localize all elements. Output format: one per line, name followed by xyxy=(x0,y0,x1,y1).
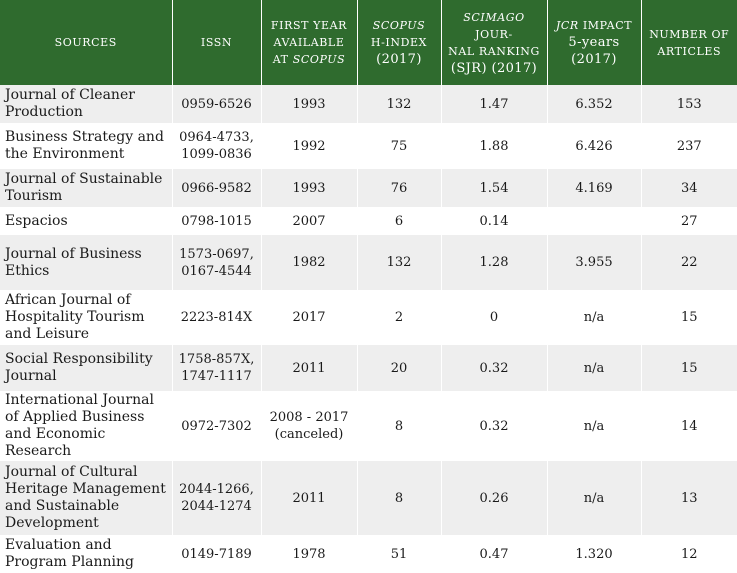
cell-first-year: 1992 xyxy=(261,123,357,169)
cell-source: African Journal of Hospitality Tourism and Leisure xyxy=(0,290,172,345)
header-sources: SOURCES xyxy=(0,0,172,85)
table-row xyxy=(0,235,737,290)
cell-issn: 1758-857X, 1747-1117 xyxy=(172,345,261,391)
cell-first-year: 1982 xyxy=(261,235,357,290)
cell-hindex: 8 xyxy=(357,391,441,461)
cell-source: Business Strategy and the Environment xyxy=(0,123,172,169)
cell-source: International Journal of Applied Business and Economic Research xyxy=(0,391,172,461)
header-row xyxy=(0,0,737,85)
cell-articles: 153 xyxy=(641,85,737,123)
cell-issn: 2044-1266, 2044-1274 xyxy=(172,461,261,535)
cell-issn: 0966-9582 xyxy=(172,169,261,207)
cell-source: Social Responsibility Journal xyxy=(0,345,172,391)
table-row xyxy=(0,345,737,391)
cell-jcr: 4.169 xyxy=(547,169,641,207)
cell-articles: 34 xyxy=(641,169,737,207)
table-row xyxy=(0,290,737,345)
table-row xyxy=(0,535,737,573)
cell-articles: 27 xyxy=(641,207,737,235)
cell-sjr: 1.47 xyxy=(441,85,547,123)
header-issn: ISSN xyxy=(172,0,261,85)
cell-hindex: 2 xyxy=(357,290,441,345)
cell-source: Evaluation and Program Planning xyxy=(0,535,172,573)
cell-source: Espacios xyxy=(0,207,172,235)
cell-jcr: n/a xyxy=(547,391,641,461)
cell-sjr: 0.32 xyxy=(441,345,547,391)
cell-hindex: 75 xyxy=(357,123,441,169)
cell-sjr: 0.47 xyxy=(441,535,547,573)
cell-first-year: 1993 xyxy=(261,169,357,207)
cell-first-year: 2007 xyxy=(261,207,357,235)
cell-articles: 14 xyxy=(641,391,737,461)
cell-jcr: 6.426 xyxy=(547,123,641,169)
cell-sjr: 0 xyxy=(441,290,547,345)
cell-hindex: 132 xyxy=(357,235,441,290)
cell-issn: 2223-814X xyxy=(172,290,261,345)
table-row xyxy=(0,85,737,123)
cell-sjr: 1.54 xyxy=(441,169,547,207)
header-hindex: SCOPUS H-INDEX (2017) xyxy=(357,0,441,85)
cell-source: Journal of Business Ethics xyxy=(0,235,172,290)
table-row xyxy=(0,461,737,535)
cell-issn: 1573-0697, 0167-4544 xyxy=(172,235,261,290)
cell-hindex: 51 xyxy=(357,535,441,573)
cell-first-year: 1978 xyxy=(261,535,357,573)
table-row xyxy=(0,391,737,461)
cell-sjr: 0.32 xyxy=(441,391,547,461)
table-row xyxy=(0,169,737,207)
header-sjr: SCIMAGO JOUR- NAL RANKING (SJR) (2017) xyxy=(441,0,547,85)
cell-hindex: 6 xyxy=(357,207,441,235)
cell-jcr: 1.320 xyxy=(547,535,641,573)
table-row xyxy=(0,207,737,235)
cell-hindex: 132 xyxy=(357,85,441,123)
cell-articles: 13 xyxy=(641,461,737,535)
cell-jcr: 6.352 xyxy=(547,85,641,123)
cell-hindex: 76 xyxy=(357,169,441,207)
header-jcr: JCR IMPACT 5-years (2017) xyxy=(547,0,641,85)
cell-issn: 0959-6526 xyxy=(172,85,261,123)
cell-hindex: 20 xyxy=(357,345,441,391)
table-row xyxy=(0,123,737,169)
cell-articles: 12 xyxy=(641,535,737,573)
cell-jcr xyxy=(547,207,641,235)
cell-articles: 15 xyxy=(641,290,737,345)
cell-source: Journal of Sustainable Tourism xyxy=(0,169,172,207)
cell-jcr: n/a xyxy=(547,345,641,391)
cell-sjr: 0.26 xyxy=(441,461,547,535)
cell-issn: 0149-7189 xyxy=(172,535,261,573)
cell-articles: 15 xyxy=(641,345,737,391)
cell-issn: 0964-4733, 1099-0836 xyxy=(172,123,261,169)
cell-first-year: 1993 xyxy=(261,85,357,123)
cell-source: Journal of Cultural Heritage Management and Sustainable Development xyxy=(0,461,172,535)
cell-first-year: 2011 xyxy=(261,345,357,391)
cell-first-year: 2017 xyxy=(261,290,357,345)
cell-articles: 237 xyxy=(641,123,737,169)
cell-jcr: n/a xyxy=(547,461,641,535)
cell-articles: 22 xyxy=(641,235,737,290)
cell-sjr: 1.88 xyxy=(441,123,547,169)
cell-hindex: 8 xyxy=(357,461,441,535)
cell-first-year: 2008 - 2017 (canceled) xyxy=(261,391,357,461)
cell-issn: 0972-7302 xyxy=(172,391,261,461)
cell-sjr: 1.28 xyxy=(441,235,547,290)
cell-first-year: 2011 xyxy=(261,461,357,535)
cell-jcr: 3.955 xyxy=(547,235,641,290)
cell-sjr: 0.14 xyxy=(441,207,547,235)
header-first-year: FIRST YEAR AVAILABLE AT SCOPUS xyxy=(261,0,357,85)
header-articles: NUMBER OF ARTICLES xyxy=(641,0,737,85)
cell-jcr: n/a xyxy=(547,290,641,345)
cell-source: Journal of Cleaner Production xyxy=(0,85,172,123)
cell-issn: 0798-1015 xyxy=(172,207,261,235)
